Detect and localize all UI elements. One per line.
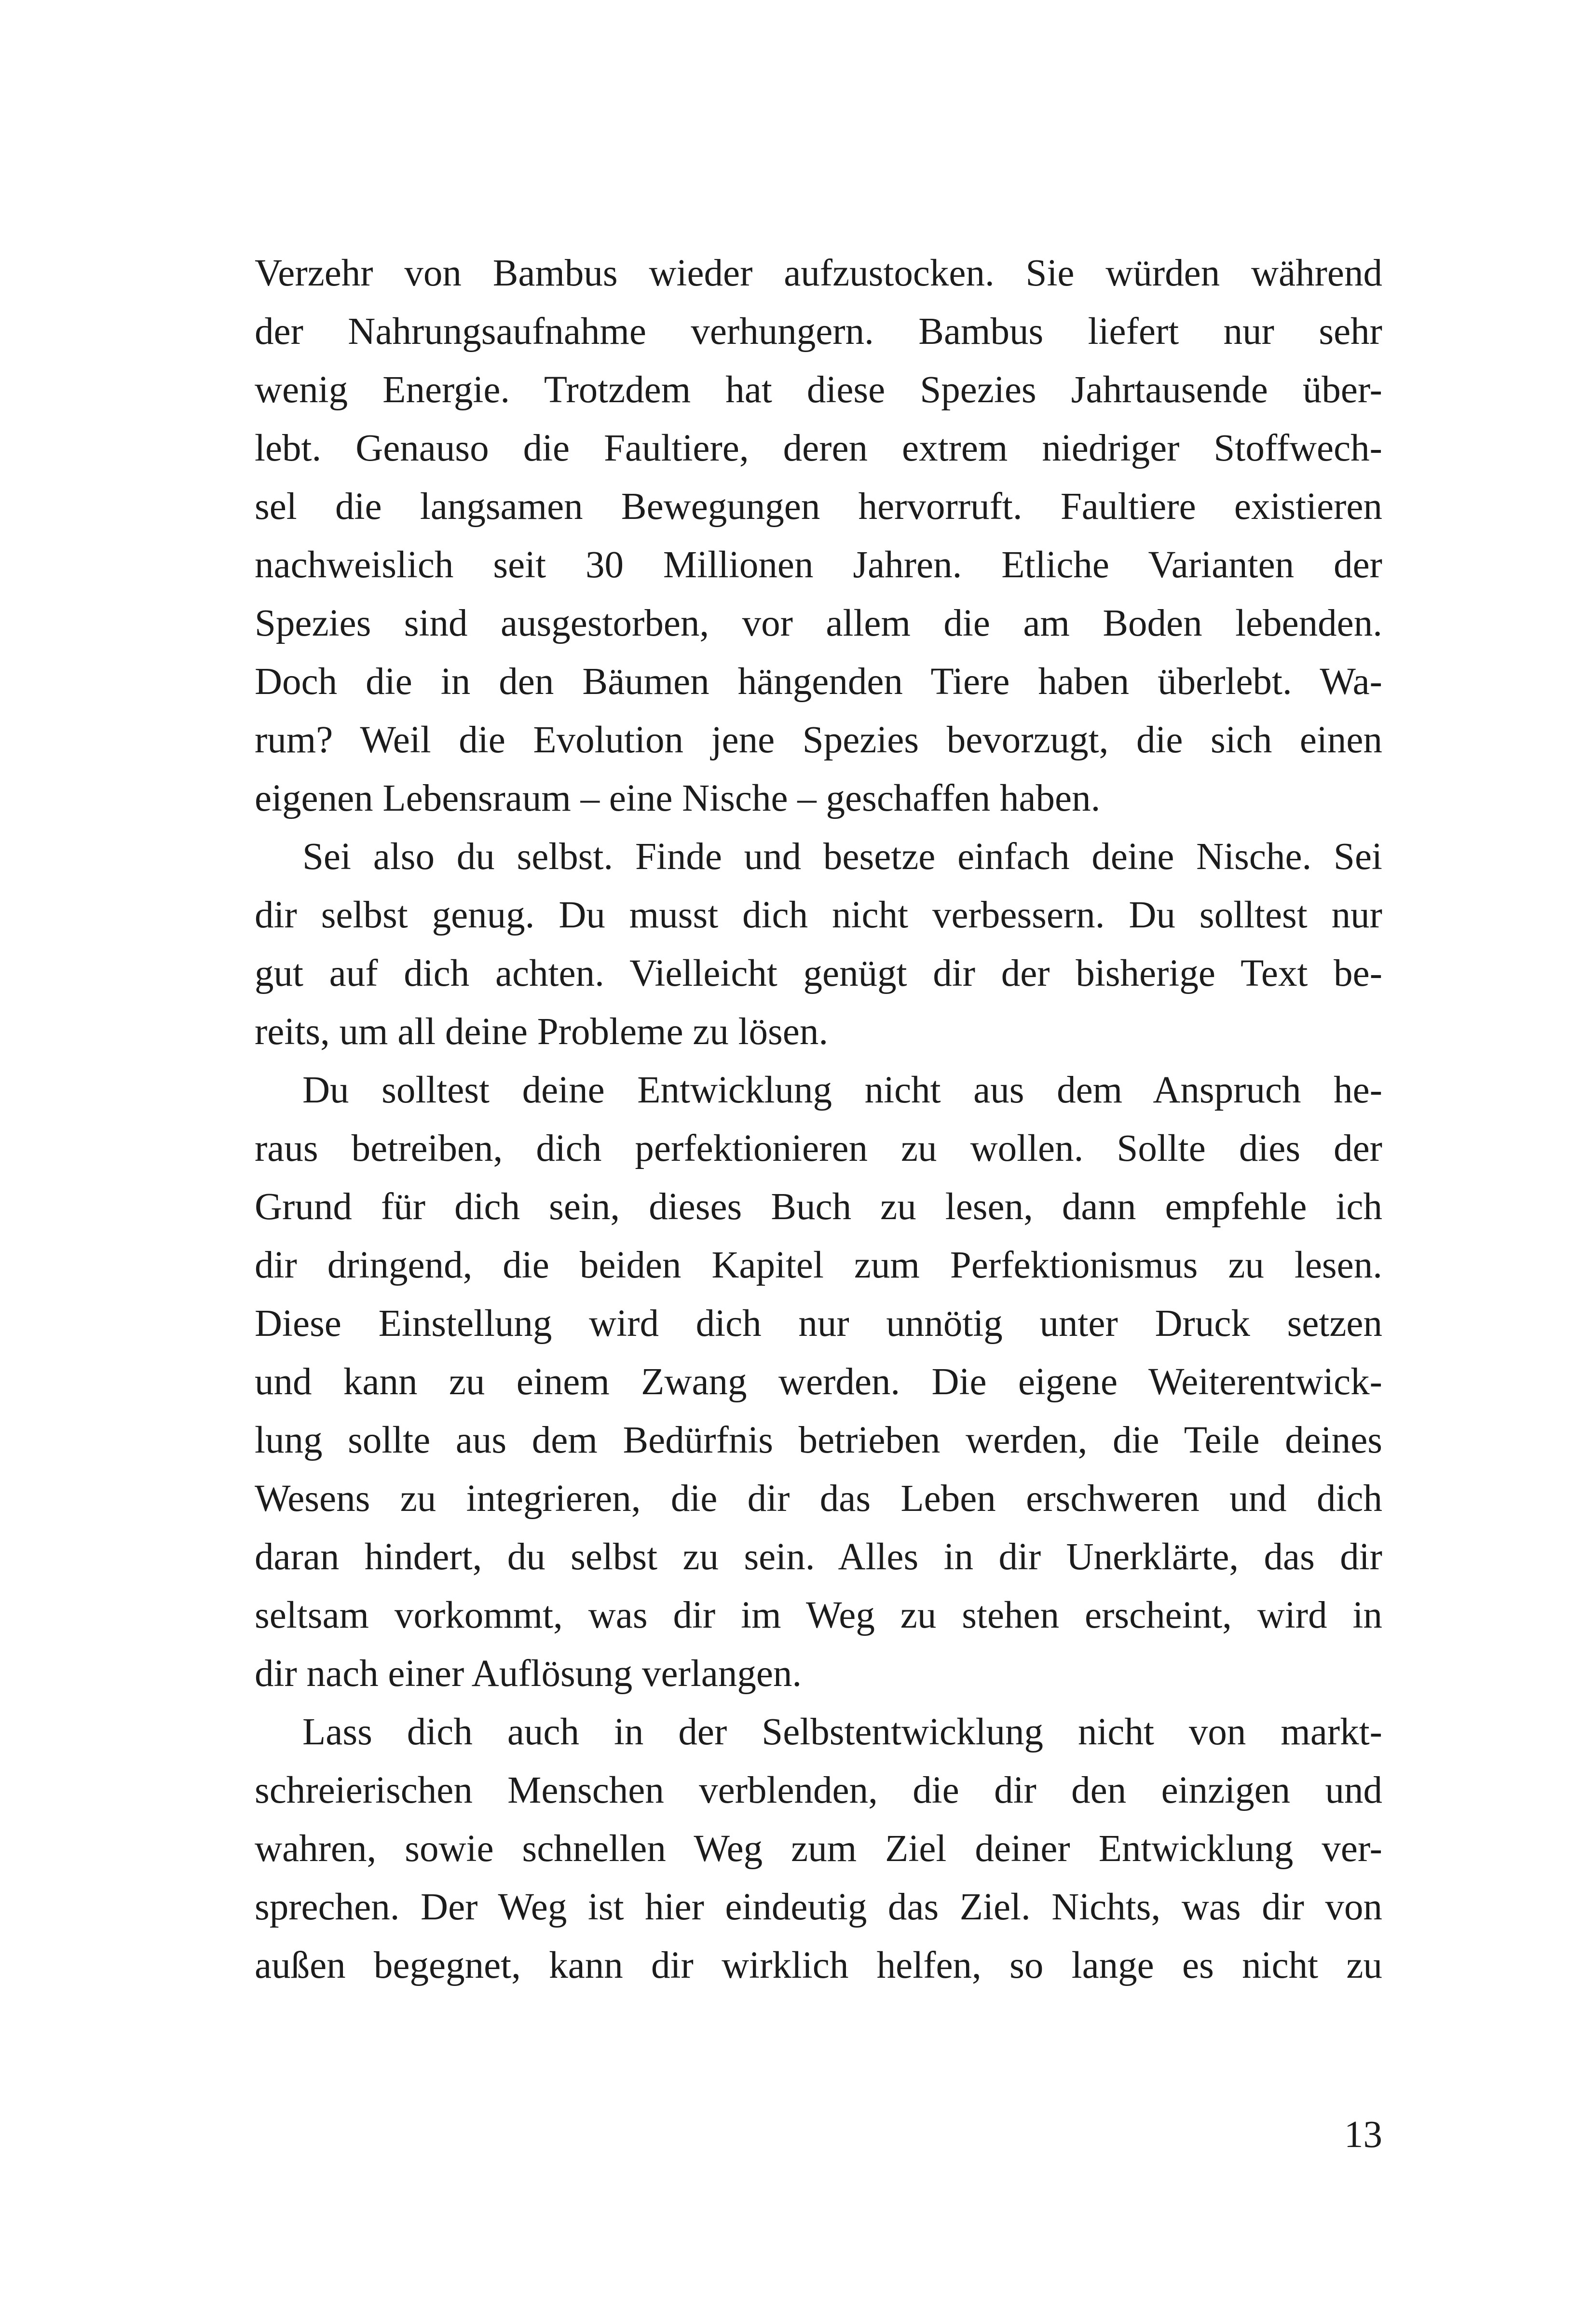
text-line: sel die langsamen Bewegungen hervorruft. Faultiere existieren <box>255 486 1382 528</box>
text-line: sprechen. Der Weg ist hier eindeutig das Ziel. Nichts, was dir von <box>255 1886 1382 1928</box>
page-number: 13 <box>1344 2114 1382 2156</box>
text-line: dir selbst genug. Du musst dich nicht verbessern. Du solltest nur <box>255 894 1382 936</box>
paragraph <box>255 828 1382 1061</box>
paragraph <box>255 1703 1382 1995</box>
text-line: rum? Weil die Evolution jene Spezies bevorzugt, die sich einen <box>255 719 1382 761</box>
text-line: Du solltest deine Entwicklung nicht aus dem Anspruch he- <box>302 1069 1382 1111</box>
text-line: der Nahrungsaufnahme verhungern. Bambus liefert nur sehr <box>255 311 1382 353</box>
text-line: Verzehr von Bambus wieder aufzustocken. Sie würden während <box>255 252 1382 294</box>
text-line: Wesens zu integrieren, die dir das Leben erschweren und dich <box>255 1478 1382 1520</box>
text-line: Sei also du selbst. Finde und besetze einfach deine Nische. Sei <box>302 836 1382 878</box>
text-line: gut auf dich achten. Vielleicht genügt dir der bisherige Text be- <box>255 952 1382 994</box>
text-line: Lass dich auch in der Selbstentwicklung nicht von markt- <box>302 1711 1382 1753</box>
text-line: lebt. Genauso die Faultiere, deren extrem niedriger Stoffwech- <box>255 427 1382 469</box>
text-line: außen begegnet, kann dir wirklich helfen, so lange es nicht zu <box>255 1944 1382 1986</box>
text-line: seltsam vorkommt, was dir im Weg zu stehen erscheint, wird in <box>255 1594 1382 1636</box>
text-line: wenig Energie. Trotzdem hat diese Spezies Jahrtausende über- <box>255 369 1382 411</box>
body-text <box>255 244 1382 1995</box>
text-line: lung sollte aus dem Bedürfnis betrieben werden, die Teile deines <box>255 1419 1382 1461</box>
text-line: daran hindert, du selbst zu sein. Alles in dir Unerklärte, das dir <box>255 1536 1382 1578</box>
text-line: nachweislich seit 30 Millionen Jahren. Etliche Varianten der <box>255 544 1382 586</box>
text-line: reits, um all deine Probleme zu lösen. <box>255 1011 829 1053</box>
text-line: schreierischen Menschen verblenden, die dir den einzigen und <box>255 1769 1382 1811</box>
text-line: Doch die in den Bäumen hängenden Tiere haben überlebt. Wa- <box>255 661 1382 703</box>
text-line: wahren, sowie schnellen Weg zum Ziel deiner Entwicklung ver- <box>255 1828 1382 1870</box>
text-line: Spezies sind ausgestorben, vor allem die am Boden lebenden. <box>255 602 1382 644</box>
text-line: dir nach einer Auflösung verlangen. <box>255 1653 802 1695</box>
text-line: und kann zu einem Zwang werden. Die eigene Weiterentwick- <box>255 1361 1382 1403</box>
paragraph <box>255 1061 1382 1703</box>
text-line: eigenen Lebensraum – eine Nische – geschaffen haben. <box>255 777 1101 819</box>
text-line: raus betreiben, dich perfektionieren zu wollen. Sollte dies der <box>255 1128 1382 1169</box>
text-line: Diese Einstellung wird dich nur unnötig unter Druck setzen <box>255 1303 1382 1345</box>
text-line: Grund für dich sein, dieses Buch zu lesen, dann empfehle ich <box>255 1186 1382 1228</box>
paragraph <box>255 244 1382 828</box>
text-line: dir dringend, die beiden Kapitel zum Perfektionismus zu lesen. <box>255 1244 1382 1286</box>
